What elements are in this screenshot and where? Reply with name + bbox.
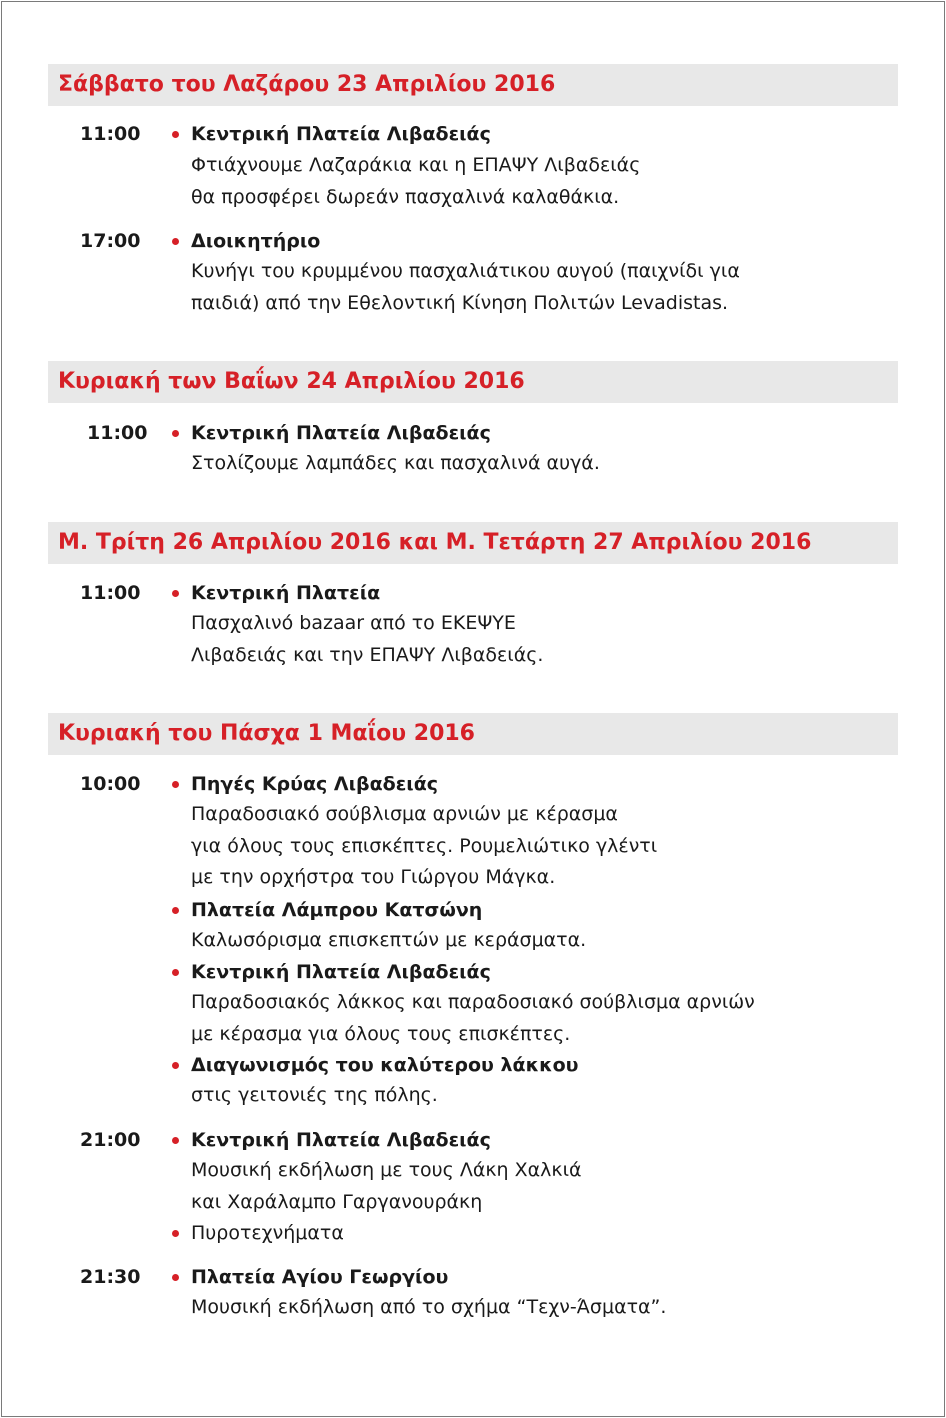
- event-place: Κεντρική Πλατεία Λιβαδειάς: [191, 422, 491, 444]
- description-line: Παραδοσιακός λάκκος και παραδοσιακό σούβλισμα αρνιών: [191, 991, 755, 1013]
- bullet-icon: [172, 1274, 179, 1281]
- event-description: [191, 987, 755, 1050]
- event-description: [191, 1292, 666, 1324]
- section-title: Κυριακή του Πάσχα 1 Μαΐου 2016: [58, 721, 475, 746]
- section-title: Σάββατο του Λαζάρου 23 Απριλίου 2016: [58, 72, 556, 97]
- bullet-icon: [172, 238, 179, 245]
- event-time: 17:00: [80, 230, 141, 252]
- event-description: [191, 1080, 438, 1112]
- section-header: [48, 522, 898, 564]
- event-description: [191, 256, 740, 319]
- bullet-icon: [172, 430, 179, 437]
- event-place: Διοικητήριο: [191, 230, 321, 252]
- description-line: Παραδοσιακό σούβλισμα αρνιών με κέρασμα: [191, 803, 618, 825]
- description-line: Στολίζουμε λαμπάδες και πασχαλινά αυγά.: [191, 452, 600, 474]
- event-place: Κεντρική Πλατεία Λιβαδειάς: [191, 961, 491, 983]
- event-description: [191, 608, 543, 671]
- description-line: Φτιάχνουμε Λαζαράκια και η ΕΠΑΨΥ Λιβαδειάς: [191, 154, 641, 176]
- bullet-icon: [172, 1062, 179, 1069]
- event-description: [191, 799, 657, 894]
- section-header: [48, 361, 898, 403]
- bullet-icon: [172, 781, 179, 788]
- description-line: Πασχαλινό bazaar από το ΕΚΕΨΥΕ: [191, 612, 516, 634]
- section-title: Μ. Τρίτη 26 Απριλίου 2016 και Μ. Τετάρτη 27 Απριλίου 2016: [58, 530, 812, 555]
- event-place: Κεντρική Πλατεία Λιβαδειάς: [191, 1129, 491, 1151]
- description-line: με κέρασμα για όλους τους επισκέπτες.: [191, 1022, 571, 1045]
- description-line: Μουσική εκδήλωση με τους Λάκη Χαλκιά: [191, 1159, 582, 1181]
- event-place: Πλατεία Αγίου Γεωργίου: [191, 1266, 449, 1288]
- event-time: 21:00: [80, 1129, 141, 1151]
- event-place: Πηγές Κρύας Λιβαδειάς: [191, 773, 439, 795]
- bullet-icon: [172, 969, 179, 976]
- description-line: Μουσική εκδήλωση από το σχήμα “Τεχν-Άσματα”.: [191, 1296, 667, 1318]
- event-description: [191, 1155, 582, 1218]
- description-line: Κυνήγι του κρυμμένου πασχαλιάτικου αυγού (παιχνίδι για: [191, 260, 740, 282]
- event-place: Πλατεία Λάμπρου Κατσώνη: [191, 899, 483, 921]
- description-line: με την ορχήστρα του Γιώργου Μάγκα.: [191, 866, 556, 888]
- section-title: Κυριακή των Βαΐων 24 Απριλίου 2016: [58, 369, 525, 394]
- section-header: [48, 64, 898, 106]
- event-place: Πυροτεχνήματα: [191, 1222, 344, 1244]
- event-time: 21:30: [80, 1266, 141, 1288]
- bullet-icon: [172, 1230, 179, 1237]
- description-line: Λιβαδειάς και την ΕΠΑΨΥ Λιβαδειάς.: [191, 643, 544, 666]
- description-line: για όλους τους επισκέπτες. Ρουμελιώτικο γλέντι: [191, 834, 658, 857]
- description-line: και Χαράλαμπο Γαργανουράκη: [191, 1190, 483, 1213]
- event-place: Κεντρική Πλατεία Λιβαδειάς: [191, 123, 491, 145]
- event-time: 10:00: [80, 773, 141, 795]
- event-description: [191, 925, 586, 957]
- bullet-icon: [172, 590, 179, 597]
- description-line: στις γειτονιές της πόλης.: [191, 1084, 438, 1106]
- bullet-icon: [172, 1137, 179, 1144]
- event-time: 11:00: [80, 123, 141, 145]
- event-description: [191, 448, 600, 480]
- description-line: παιδιά) από την Εθελοντική Κίνηση Πολιτών Levadistas.: [191, 291, 729, 314]
- event-time: 11:00: [80, 582, 141, 604]
- description-line: θα προσφέρει δωρεάν πασχαλινά καλαθάκια.: [191, 185, 620, 208]
- description-line: Καλωσόρισμα επισκεπτών με κεράσματα.: [191, 929, 587, 951]
- event-place: Διαγωνισμός του καλύτερου λάκκου: [191, 1054, 579, 1076]
- bullet-icon: [172, 907, 179, 914]
- bullet-icon: [172, 131, 179, 138]
- event-time: 11:00: [87, 422, 148, 444]
- event-place: Κεντρική Πλατεία: [191, 582, 381, 604]
- event-description: [191, 150, 640, 213]
- section-header: [48, 713, 898, 755]
